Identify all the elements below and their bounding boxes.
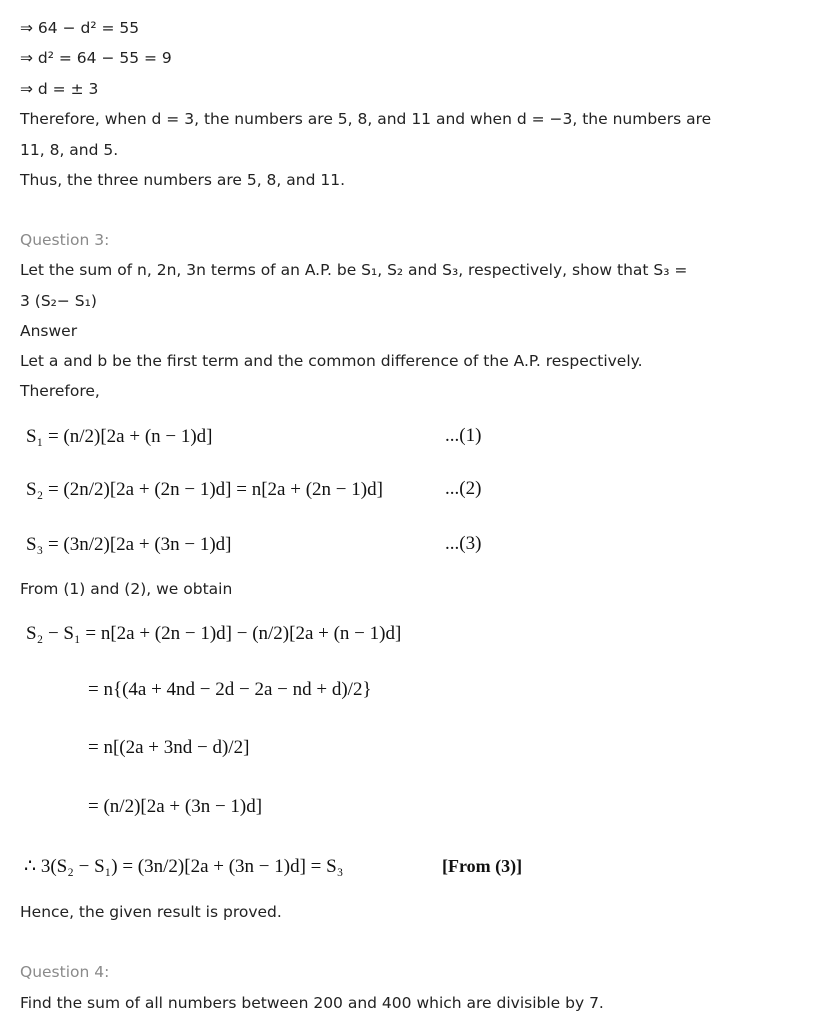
question-3-line-1: Let the sum of n, 2n, 3n terms of an A.P. be S₁, S₂ and S₃, respectively, show that S₃ = (20, 261, 688, 279)
answer-label: Answer (20, 322, 78, 340)
line-5: 11, 8, and 5. (20, 141, 119, 159)
question-4-heading: Question 4: (20, 963, 110, 981)
question-3-heading: Question 3: (20, 231, 110, 249)
equation-s1: S₁ = (n/2)[2a + (n − 1)d] (26, 426, 213, 447)
equation-s2: S₂ = (2n/2)[2a + (2n − 1)d] = n[2a + (2n − 1)d] (26, 479, 383, 500)
derivation-step-4: = (n/2)[2a + (3n − 1)d] (88, 796, 263, 817)
proof-conclusion: Hence, the given result is proved. (20, 903, 282, 921)
derivation-conclusion: ∴ 3(S₂ − S₁) = (3n/2)[2a + (3n − 1)d] = S₃ (24, 856, 344, 877)
line-6: Thus, the three numbers are 5, 8, and 11. (20, 171, 346, 189)
question-3-line-2: 3 (S₂− S₁) (20, 292, 97, 310)
equation-s1-number: ...(1) (445, 425, 482, 446)
from-1-and-2-line: From (1) and (2), we obtain (20, 580, 233, 598)
equation-s3-number: ...(3) (445, 533, 482, 554)
equation-s3: S₃ = (3n/2)[2a + (3n − 1)d] (26, 534, 232, 555)
equation-s2-number: ...(2) (445, 478, 482, 499)
answer-line-1: Let a and b be the first term and the common difference of the A.P. respectively. (20, 352, 643, 370)
derivation-step-1: S₂ − S₁ = n[2a + (2n − 1)d] − (n/2)[2a + (n − 1)d] (26, 623, 402, 644)
line-1: ⇒ 64 − d² = 55 (20, 19, 140, 37)
derivation-step-3: = n[(2a + 3nd − d)/2] (88, 737, 250, 758)
question-4-line-1: Find the sum of all numbers between 200 and 400 which are divisible by 7. (20, 994, 604, 1012)
line-3: ⇒ d = ± 3 (20, 80, 99, 98)
derivation-step-2: = n{(4a + 4nd − 2d − 2a − nd + d)/2} (88, 679, 372, 700)
from-3-note: [From (3)] (442, 856, 523, 876)
line-4: Therefore, when d = 3, the numbers are 5, 8, and 11 and when d = −3, the numbers are (20, 110, 712, 128)
answer-line-2: Therefore, (20, 382, 100, 400)
line-2: ⇒ d² = 64 − 55 = 9 (20, 49, 172, 67)
